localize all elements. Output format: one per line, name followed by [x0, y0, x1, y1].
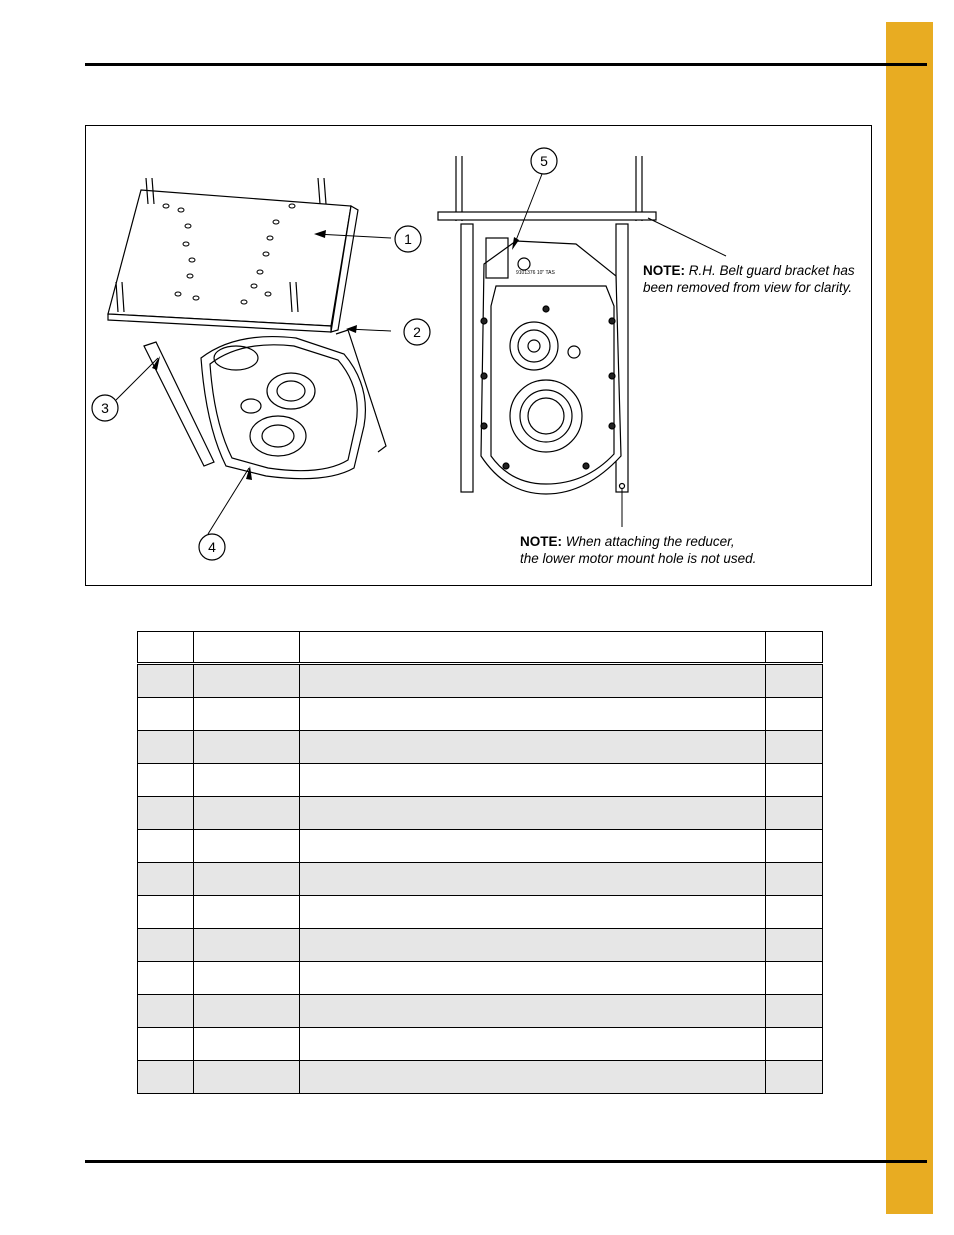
table-cell	[138, 929, 194, 962]
table-cell	[300, 1028, 766, 1061]
table-cell	[766, 929, 823, 962]
table-cell	[194, 929, 300, 962]
table-cell	[300, 863, 766, 896]
table-row	[138, 1028, 823, 1061]
table-cell	[138, 731, 194, 764]
front-view-drawing	[438, 156, 656, 494]
table-cell	[300, 1061, 766, 1094]
table-cell	[194, 896, 300, 929]
table-cell	[194, 698, 300, 731]
table-cell	[300, 962, 766, 995]
table-cell	[300, 830, 766, 863]
table-cell	[138, 863, 194, 896]
table-cell	[766, 731, 823, 764]
table-cell	[766, 896, 823, 929]
table-cell	[138, 896, 194, 929]
note-motor-mount-line2: the lower motor mount hole is not used.	[520, 551, 757, 566]
callout-5-label: 5	[540, 153, 548, 169]
note-motor-mount	[520, 533, 820, 567]
table-cell	[138, 995, 194, 1028]
table-cell	[300, 995, 766, 1028]
table-cell	[766, 698, 823, 731]
callout-2-label: 2	[413, 324, 421, 340]
table-row	[138, 962, 823, 995]
parts-table	[137, 631, 823, 1094]
table-row	[138, 896, 823, 929]
table-row	[138, 664, 823, 698]
table-cell	[194, 830, 300, 863]
table-cell	[300, 797, 766, 830]
table-cell	[138, 764, 194, 797]
table-cell	[194, 863, 300, 896]
table-cell	[138, 797, 194, 830]
assembly-drawing	[86, 126, 873, 587]
table-row	[138, 764, 823, 797]
table-row	[138, 731, 823, 764]
table-cell	[194, 995, 300, 1028]
header-description	[300, 632, 766, 664]
table-cell	[766, 797, 823, 830]
header-part-number	[194, 632, 300, 664]
table-cell	[300, 929, 766, 962]
footer-rule	[85, 1160, 927, 1163]
table-cell	[194, 797, 300, 830]
casting-text: 9101376 10" TAS	[516, 270, 555, 276]
table-cell	[766, 830, 823, 863]
table-cell	[300, 698, 766, 731]
note-belt-guard-label: NOTE:	[643, 263, 685, 278]
section-tab	[886, 22, 933, 1214]
table-cell	[300, 764, 766, 797]
side-bracket-drawing	[144, 342, 214, 466]
table-cell	[300, 731, 766, 764]
note-belt-guard-text: R.H. Belt guard bracket has been removed from view for clarity.	[643, 263, 855, 295]
table-cell	[766, 1028, 823, 1061]
note-motor-mount-line1: When attaching the reducer,	[565, 534, 735, 549]
table-cell	[138, 698, 194, 731]
header-ref	[138, 632, 194, 664]
table-row	[138, 830, 823, 863]
note-belt-guard	[643, 262, 868, 296]
table-cell	[194, 664, 300, 698]
table-row	[138, 698, 823, 731]
parts-table-header	[138, 632, 823, 664]
table-cell	[766, 764, 823, 797]
reducer-housing-drawing	[201, 337, 365, 479]
table-cell	[194, 962, 300, 995]
table-cell	[138, 962, 194, 995]
table-cell	[194, 731, 300, 764]
table-cell	[766, 863, 823, 896]
table-row	[138, 995, 823, 1028]
table-cell	[194, 764, 300, 797]
table-cell	[138, 1061, 194, 1094]
table-cell	[138, 664, 194, 698]
assembly-figure	[85, 125, 872, 586]
table-row	[138, 797, 823, 830]
table-cell	[194, 1028, 300, 1061]
table-row	[138, 863, 823, 896]
table-cell	[138, 1028, 194, 1061]
mounting-plate-drawing	[108, 178, 358, 332]
table-cell	[300, 664, 766, 698]
table-row	[138, 1061, 823, 1094]
table-cell	[766, 664, 823, 698]
table-cell	[138, 830, 194, 863]
header-qty	[766, 632, 823, 664]
note-motor-mount-label: NOTE:	[520, 534, 562, 549]
table-row	[138, 929, 823, 962]
callout-4-label: 4	[208, 539, 216, 555]
table-cell	[300, 896, 766, 929]
table-cell	[766, 962, 823, 995]
callout-3-label: 3	[101, 400, 109, 416]
header-rule	[85, 63, 927, 66]
table-cell	[766, 1061, 823, 1094]
callout-1-label: 1	[404, 231, 412, 247]
table-cell	[766, 995, 823, 1028]
table-cell	[194, 1061, 300, 1094]
